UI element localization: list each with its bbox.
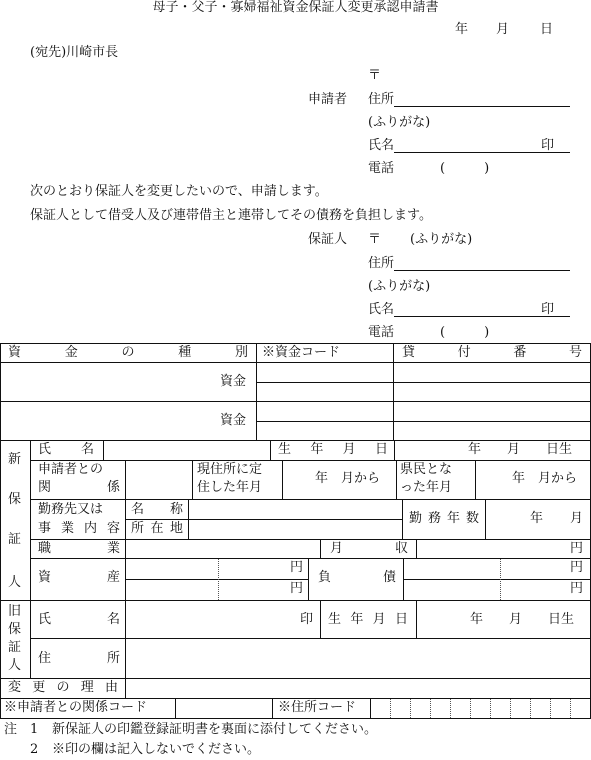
table-rule	[394, 440, 395, 460]
old-name-label: 氏名	[38, 612, 120, 627]
table-rule	[396, 460, 397, 499]
table-rule	[125, 678, 126, 698]
applicant-name-label: 氏名	[368, 138, 395, 153]
table-rule	[125, 460, 126, 499]
statement-apply: 次のとおり保証人を変更したいので、申請します。	[30, 184, 328, 199]
prefecture-resident-since-line2: った年月	[400, 480, 453, 495]
date-month-label: 月	[496, 22, 510, 37]
years-worked-label: 勤務年数	[409, 511, 479, 526]
old-seal-label: 印	[300, 612, 314, 627]
applicant-role-label: 申請者	[308, 92, 348, 107]
form-title: 母子・父子・寡婦福祉資金保証人変更承認申請書	[152, 0, 439, 15]
table-rule	[416, 539, 417, 558]
table-rule	[0, 343, 591, 344]
guarantor-seal-label: 印	[541, 302, 555, 317]
table-rule	[403, 579, 591, 580]
table-rule	[30, 558, 591, 559]
prefecture-resident-since-value: 年 月から	[512, 471, 578, 486]
applicant-address-line[interactable]	[394, 106, 570, 107]
table-rule	[103, 440, 104, 460]
relation-label-line1: 申請者との	[38, 462, 104, 477]
address-code-label: ※住所コード	[278, 700, 357, 715]
debts-label: 負債	[318, 570, 396, 585]
years-worked-month: 月	[570, 511, 584, 526]
table-rule	[0, 600, 591, 601]
table-rule	[0, 698, 591, 699]
table-rule	[175, 698, 176, 718]
relation-code-label: ※申請者との関係コード	[4, 700, 148, 715]
table-rule	[272, 698, 273, 718]
new-birthdate-value: 年 月 日生	[468, 442, 573, 457]
table-rule	[256, 421, 393, 422]
job-label: 職業	[38, 541, 120, 556]
table-rule	[570, 699, 571, 718]
assets-yen-1: 円	[290, 560, 304, 575]
new-birthdate-label: 生年月日	[278, 442, 388, 457]
new-label-3: 証	[8, 532, 22, 547]
applicant-seal-label: 印	[541, 138, 555, 153]
applicant-furigana-label: (ふりがな)	[368, 115, 431, 130]
applicant-tel-label: 電話	[368, 161, 395, 176]
note-label: 注	[4, 722, 18, 737]
guarantor-address-label: 住所	[368, 256, 395, 271]
table-rule	[490, 699, 491, 718]
date-day-label: 日	[540, 22, 554, 37]
guarantor-tel-paren: ( )	[440, 325, 490, 340]
assets-label: 資産	[38, 570, 120, 585]
guarantor-postal-mark: 〒	[368, 232, 382, 247]
current-address-since-line2: 住した年月	[197, 480, 263, 495]
table-rule	[125, 519, 402, 520]
guarantor-role-label: 保証人	[308, 232, 348, 247]
table-rule	[0, 401, 591, 402]
table-rule	[308, 558, 309, 600]
table-rule	[450, 699, 451, 718]
table-rule	[393, 382, 590, 383]
years-worked-year: 年	[530, 511, 544, 526]
table-rule	[125, 579, 308, 580]
relation-label-line2: 関係	[38, 480, 120, 495]
new-label-1: 新	[8, 452, 22, 467]
change-reason-label: 変更の理由	[8, 680, 118, 695]
table-rule	[0, 440, 591, 441]
old-label-3: 証	[8, 640, 22, 655]
table-rule	[30, 638, 591, 639]
fund-suffix-2: 資金	[220, 413, 247, 428]
current-address-since-line1: 現住所に定	[197, 462, 263, 477]
assets-yen-2: 円	[290, 581, 304, 596]
old-label-4: 人	[8, 658, 22, 673]
guarantor-tel-label: 電話	[368, 325, 395, 340]
table-rule	[410, 699, 411, 718]
note-1-number: 1	[30, 722, 39, 737]
table-rule	[256, 382, 393, 383]
table-rule	[0, 343, 1, 719]
note-2-number: 2	[30, 742, 39, 757]
monthly-income-label: 月収	[330, 541, 408, 556]
table-rule	[192, 460, 193, 499]
old-birthdate-label: 生年月日	[328, 612, 408, 627]
note-1-text: 新保証人の印鑑登録証明書を裏面に添付してください。	[52, 722, 378, 737]
table-rule	[430, 699, 431, 718]
table-rule	[30, 600, 31, 678]
new-label-4: 人	[8, 575, 22, 590]
guarantor-furigana-label: (ふりがな)	[368, 279, 431, 294]
new-name-label: 氏名	[38, 442, 94, 457]
table-rule	[320, 600, 321, 638]
table-rule	[370, 698, 371, 718]
old-address-label: 住所	[38, 651, 120, 666]
guarantor-furigana-top: (ふりがな)	[410, 232, 473, 247]
table-rule	[30, 499, 591, 500]
table-rule	[530, 699, 531, 718]
table-rule	[416, 600, 417, 638]
current-address-since-value: 年 月から	[315, 471, 381, 486]
company-location-label: 所在地	[131, 521, 183, 536]
applicant-address-label: 住所	[368, 92, 395, 107]
table-rule	[475, 460, 476, 499]
table-rule	[125, 539, 126, 558]
table-rule	[30, 440, 31, 601]
debts-yen-1: 円	[570, 560, 584, 575]
table-rule	[30, 539, 591, 540]
fund-code-header: ※資金コード	[262, 345, 341, 360]
applicant-tel-paren: ( )	[440, 161, 490, 176]
table-rule	[30, 460, 591, 461]
table-rule	[550, 699, 551, 718]
table-rule	[0, 718, 591, 719]
applicant-postal-mark: 〒	[368, 68, 382, 83]
fund-suffix-1: 資金	[220, 374, 247, 389]
table-rule	[500, 559, 501, 600]
monthly-income-yen: 円	[570, 541, 584, 556]
table-rule	[320, 539, 321, 558]
table-rule	[393, 421, 590, 422]
table-rule	[282, 460, 283, 499]
old-birthdate-value: 年 月 日生	[470, 612, 575, 627]
table-rule	[402, 499, 403, 539]
table-rule	[270, 440, 271, 460]
old-label-1: 旧	[8, 604, 22, 619]
workplace-label-line2: 事業内容	[38, 521, 120, 536]
table-rule	[393, 343, 394, 440]
date-year-label: 年	[455, 22, 469, 37]
fund-type-header: 資金の種別	[8, 345, 248, 360]
statement-guarantee: 保証人として借受人及び連帯借主と連帯してその債務を負担します。	[30, 208, 432, 223]
new-label-2: 保	[8, 492, 22, 507]
table-rule	[218, 559, 219, 600]
table-rule	[256, 343, 257, 440]
debts-yen-2: 円	[570, 581, 584, 596]
table-rule	[485, 499, 486, 539]
workplace-label-line1: 勤務先又は	[38, 502, 104, 517]
guarantor-address-line[interactable]	[394, 270, 570, 271]
table-rule	[390, 699, 391, 718]
table-rule	[470, 699, 471, 718]
table-rule	[510, 699, 511, 718]
company-name-label: 名称	[131, 502, 183, 517]
guarantor-name-label: 氏名	[368, 302, 395, 317]
table-rule	[0, 362, 591, 363]
note-2-text: ※印の欄は記入しないでください。	[52, 742, 261, 757]
table-rule	[125, 600, 126, 678]
table-rule	[0, 678, 591, 679]
old-label-2: 保	[8, 622, 22, 637]
prefecture-resident-since-line1: 県民とな	[400, 462, 453, 477]
addressee: (宛先)川崎市長	[30, 45, 119, 60]
loan-number-header: 貸付番号	[402, 345, 582, 360]
